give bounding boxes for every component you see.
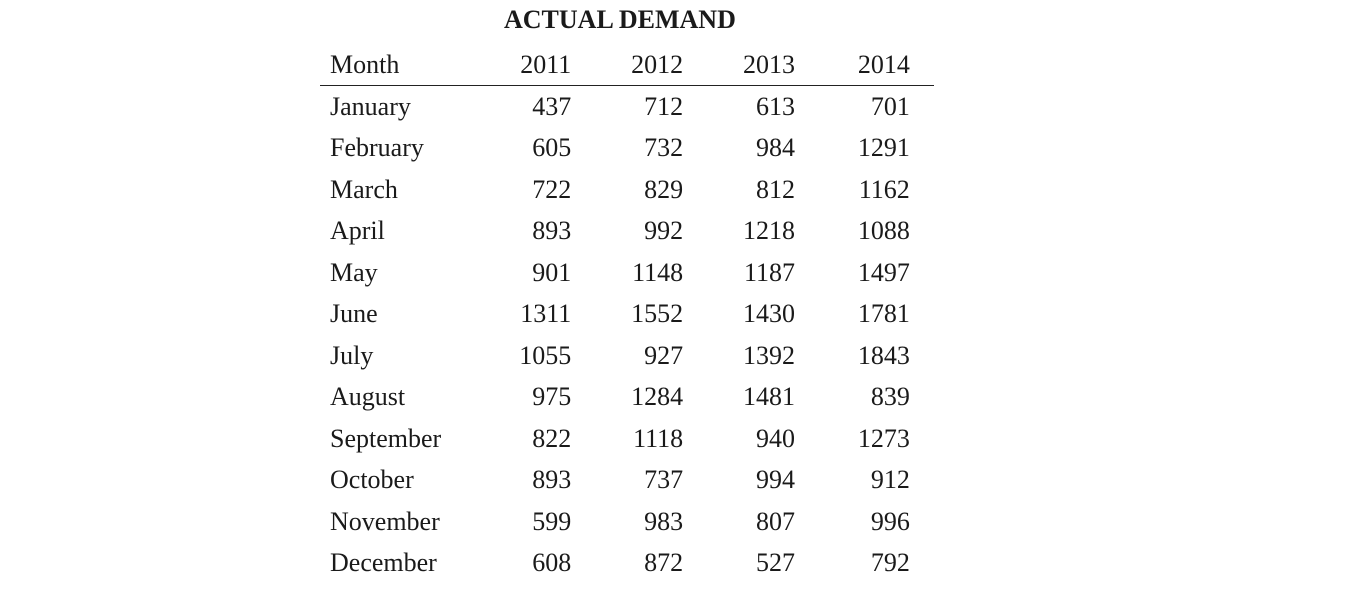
table-row	[320, 252, 934, 294]
cell-month: November	[330, 506, 440, 536]
cell-2012: 872	[644, 548, 684, 578]
table-row	[320, 543, 934, 585]
cell-2011: 605	[532, 133, 572, 163]
cell-2013: 984	[756, 133, 796, 163]
cell-2011: 599	[532, 506, 572, 536]
table-row	[320, 211, 934, 253]
table-row	[320, 335, 934, 377]
header-padding	[910, 44, 934, 86]
cell-2011: 893	[532, 216, 572, 246]
column-header-2011: 2011	[488, 44, 571, 86]
cell-2011: 975	[532, 382, 572, 412]
cell-2012: 829	[644, 174, 684, 204]
table-header	[320, 44, 934, 86]
cell-2012: 1552	[631, 299, 684, 329]
table-row	[320, 418, 934, 460]
cell-2011: 722	[532, 174, 572, 204]
cell-2013: 1481	[743, 382, 796, 412]
row-padding	[910, 294, 934, 336]
cell-2013: 1218	[743, 216, 796, 246]
cell-2012: 1118	[633, 423, 684, 453]
cell-2012: 712	[644, 91, 684, 121]
cell-2014: 912	[870, 465, 910, 495]
table-row	[320, 169, 934, 211]
cell-month: January	[330, 91, 411, 121]
cell-2013: 613	[756, 91, 796, 121]
row-padding	[910, 211, 934, 253]
table-body	[320, 86, 934, 585]
cell-2013: 994	[756, 465, 796, 495]
cell-2014: 792	[870, 548, 910, 578]
cell-2011: 1055	[519, 340, 572, 370]
row-padding	[910, 128, 934, 170]
cell-2014: 1843	[857, 340, 910, 370]
cell-month: May	[330, 257, 378, 287]
cell-2014: 701	[870, 91, 910, 121]
cell-2012: 983	[644, 506, 684, 536]
row-padding	[910, 86, 934, 128]
cell-month: June	[330, 299, 378, 329]
column-header-2013: 2013	[683, 44, 795, 86]
row-padding	[910, 377, 934, 419]
cell-2011: 437	[532, 91, 572, 121]
header-row	[320, 44, 934, 86]
table-row	[320, 377, 934, 419]
row-padding	[910, 418, 934, 460]
cell-2013: 1430	[743, 299, 796, 329]
cell-2011: 822	[532, 423, 572, 453]
cell-2011: 901	[532, 257, 572, 287]
cell-2012: 1284	[631, 382, 684, 412]
cell-2013: 527	[756, 548, 796, 578]
row-padding	[910, 460, 934, 502]
cell-2012: 927	[644, 340, 684, 370]
cell-2013: 940	[756, 423, 796, 453]
cell-2013: 1187	[743, 257, 796, 287]
column-header-2012: 2012	[571, 44, 683, 86]
cell-2012: 732	[644, 133, 684, 163]
cell-2011: 893	[532, 465, 572, 495]
row-padding	[910, 335, 934, 377]
cell-month: April	[330, 216, 385, 246]
cell-2013: 1392	[743, 340, 796, 370]
cell-2012: 737	[644, 465, 684, 495]
cell-2012: 992	[644, 216, 684, 246]
cell-2014: 1781	[857, 299, 910, 329]
cell-2014: 1291	[857, 133, 910, 163]
demand-table	[320, 44, 934, 584]
table-row	[320, 128, 934, 170]
column-header-2014: 2014	[795, 44, 910, 86]
column-header-month: Month	[320, 44, 488, 86]
cell-month: July	[330, 340, 374, 370]
table-row	[320, 460, 934, 502]
row-padding	[910, 252, 934, 294]
cell-2012: 1148	[632, 257, 684, 287]
cell-2014: 996	[870, 506, 910, 536]
cell-2014: 1162	[858, 174, 910, 204]
row-padding	[910, 169, 934, 211]
table-row	[320, 86, 934, 128]
table-row	[320, 294, 934, 336]
table-row	[320, 501, 934, 543]
cell-month: August	[330, 382, 406, 412]
cell-2013: 807	[756, 506, 796, 536]
cell-month: February	[330, 133, 424, 163]
table-title: ACTUAL DEMAND	[504, 5, 736, 34]
row-padding	[910, 501, 934, 543]
row-padding	[910, 543, 934, 585]
cell-month: December	[330, 548, 437, 578]
cell-month: September	[330, 423, 442, 453]
cell-2014: 1273	[857, 423, 910, 453]
cell-month: March	[330, 174, 398, 204]
cell-2011: 1311	[520, 299, 572, 329]
cell-2014: 1088	[857, 216, 910, 246]
cell-2013: 812	[756, 174, 796, 204]
cell-2011: 608	[532, 548, 572, 578]
cell-month: October	[330, 465, 414, 495]
cell-2014: 1497	[857, 257, 910, 287]
cell-2014: 839	[870, 382, 910, 412]
